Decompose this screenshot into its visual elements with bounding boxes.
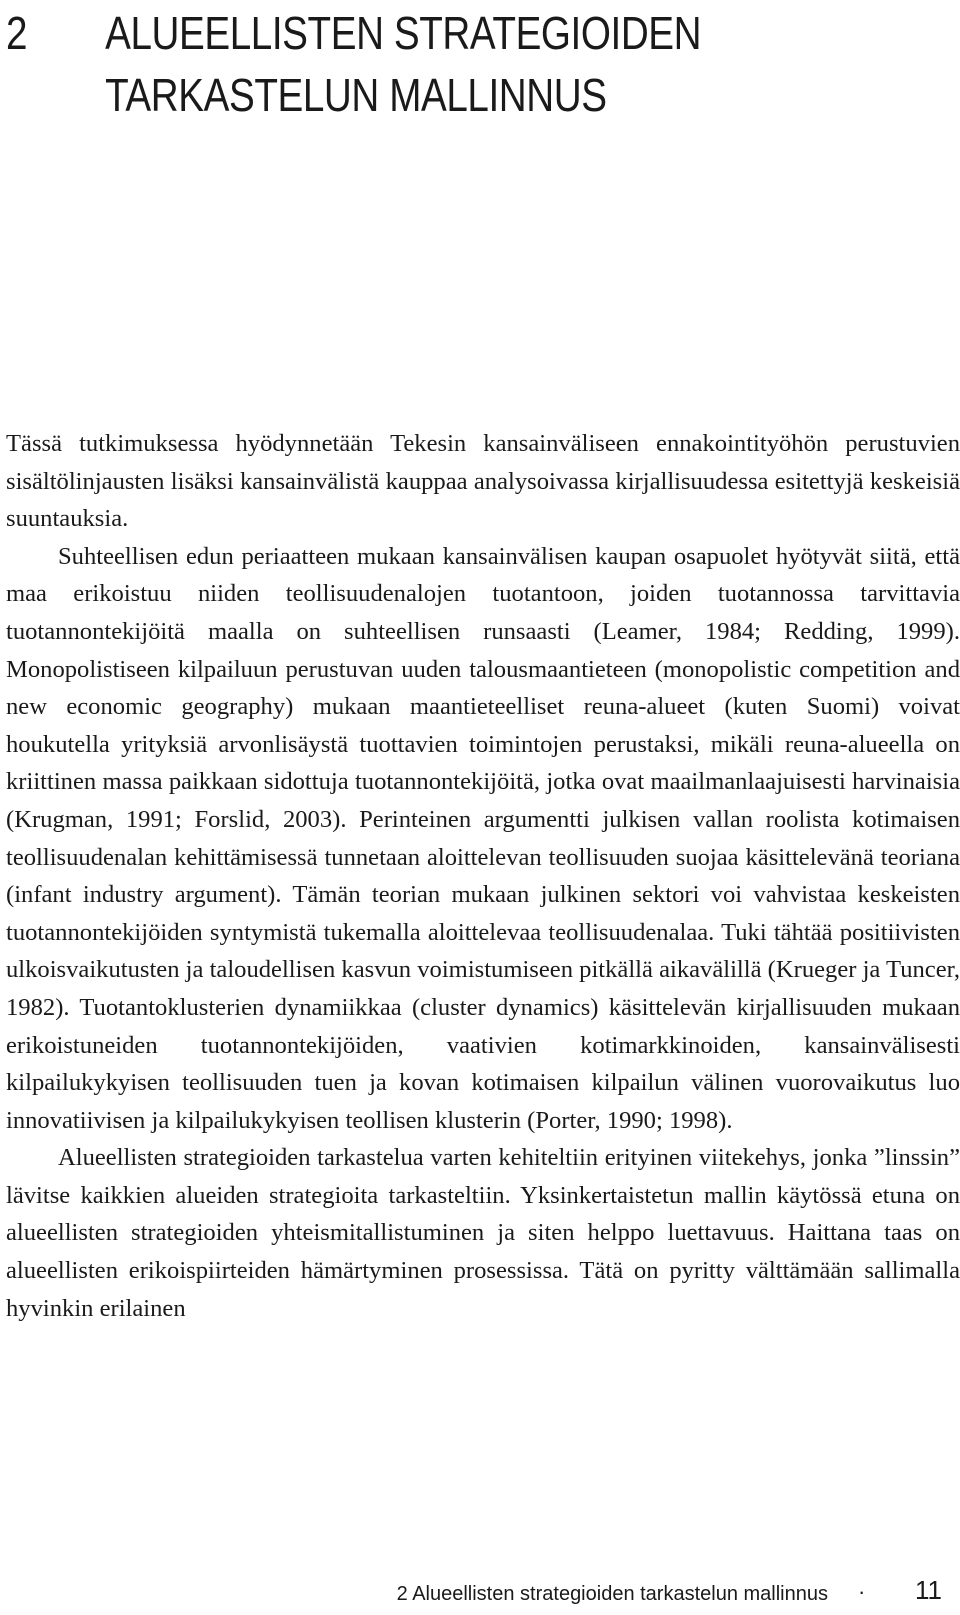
- chapter-title-line-1: ALUEELLISTEN STRATEGIOIDEN: [105, 7, 702, 59]
- running-title: 2 Alueellisten strategioiden tarkastelun mallinnus: [396, 1583, 828, 1605]
- page-number: 11: [915, 1575, 942, 1605]
- chapter-number: 2: [6, 7, 28, 59]
- body-text: [6, 425, 960, 1327]
- paragraph-intro: Tässä tutkimuksessa hyödynnetään Tekesin kansainväliseen ennakointityöhön perustuvien sisältölinjausten lisäksi kansainvälistä kauppaa analysoivassa kirjallisuudessa esitettyjä keskeisiä suuntauksia.: [6, 430, 960, 533]
- page-footer: [0, 1575, 960, 1611]
- paragraph-framework: Alueellisten strategioiden tarkastelua varten kehiteltiin erityinen viitekehys, jonka ”linssin” lävitse kaikkien alueiden strategioita tarkasteltiin. Yksinkertaistetun mallin käytössä etuna on alueellisten strategioiden yhteismitallistuminen ja siten helppo luettavuus. Haittana taas on alueellisten erikoispiirteiden hämärtyminen prosessissa. Tätä on pyritty välttämään sallimalla hyvinkin erilainen: [6, 1144, 960, 1322]
- paragraph-theories: Suhteellisen edun periaatteen mukaan kansainvälisen kaupan osapuolet hyötyvät siitä, että maa erikoistuu niiden teollisuudenalojen tuotantoon, joiden tuotannossa tarvittavia tuotannontekijöitä maalla on suhteellisen runsaasti (Leamer, 1984; Redding, 1999). Monopolistiseen kilpailuun perustuvan uuden talousmaantieteen (monopolistic competition and new economic geography) mukaan maantieteelliset reuna-alueet (kuten Suomi) voivat houkutella yrityksiä arvonlisäystä tuottavien toimintojen perustaksi, mikäli reuna-alueella on kriittinen massa paikkaan sidottuja tuotannontekijöitä, jotka ovat maailmanlaajuisesti harvinaisia (Krugman, 1991; Forslid, 2003). Perinteinen argumentti julkisen vallan roolista kotimaisen teollisuudenalan kehittämisessä tunnetaan aloittelevan teollisuuden suojaa käsittelevänä teoriana (infant industry argument). Tämän teorian mukaan julkinen sektori voi vahvistaa keskeisten tuotannontekijöiden syntymistä tukemalla aloittelevaa teollisuudenalaa. Tuki tähtää positiivisten ulkoisvaikutusten ja taloudellisen kasvun voimistumiseen pitkällä aikavälillä (Krueger ja Tuncer, 1982). Tuotantoklusterien dynamiikkaa (cluster dynamics) käsittelevän kirjallisuuden mukaan erikoistuneiden tuotannontekijöiden, vaativien kotimarkkinoiden, kansainvälisesti kilpailukykyisen teollisuuden tuen ja kovan kotimaisen kilpailun välinen vuorovaikutus luo innovatiivisen ja kilpailukykyisen teollisen klusterin (Porter, 1990; 1998).: [6, 542, 960, 1134]
- chapter-title: [105, 2, 945, 126]
- chapter-title-line-2: TARKASTELUN MALLINNUS: [105, 69, 607, 121]
- footer-separator: ·: [858, 1579, 866, 1604]
